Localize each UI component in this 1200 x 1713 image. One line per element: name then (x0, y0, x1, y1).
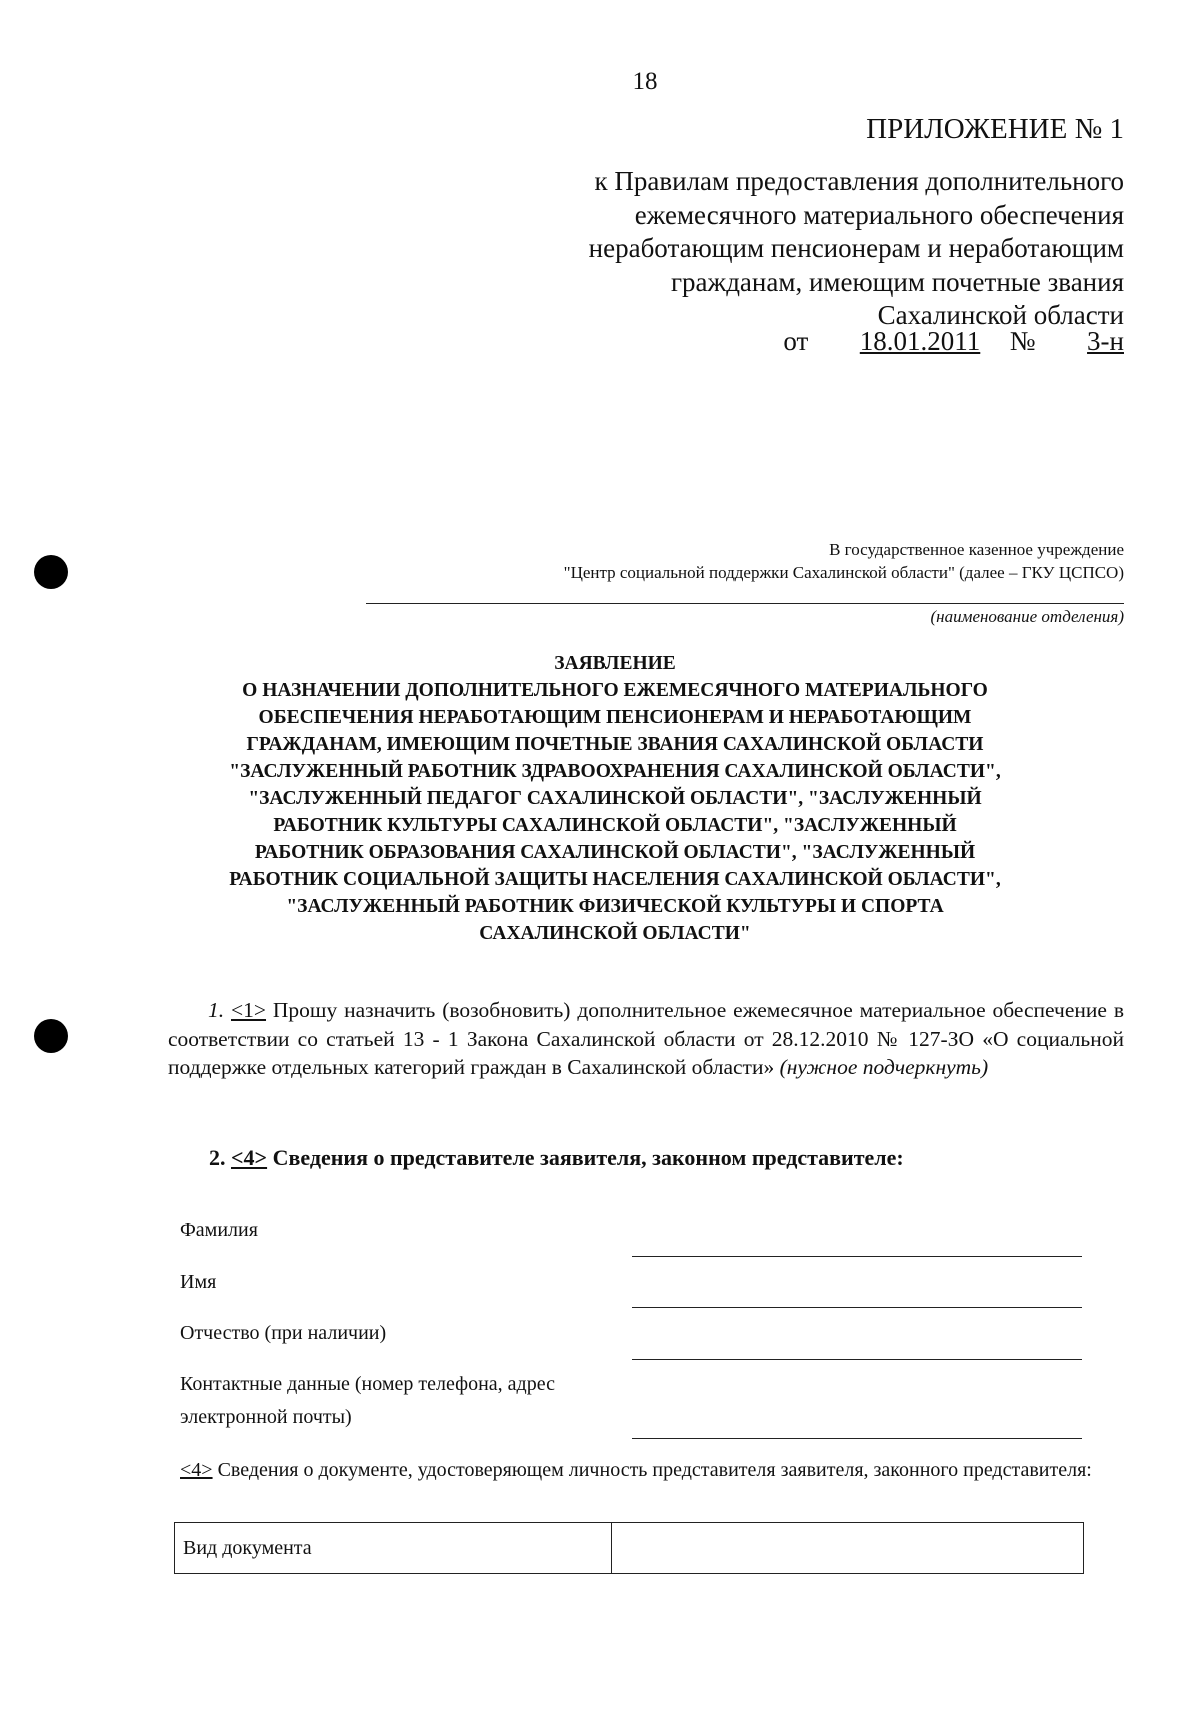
page-number: 18 (632, 68, 658, 95)
rules-line: неработающим пенсионерам и неработающим (588, 233, 1124, 263)
addressee-line-1: В государственное казенное учреждение (829, 540, 1124, 559)
rules-line: ежемесячного материального обеспечения (634, 199, 1124, 230)
patronymic-label: Отчество (при наличии) (180, 1322, 387, 1344)
contacts-field[interactable] (632, 1438, 1082, 1439)
contacts-label-line-1: Контактные данные (номер телефона, адрес (180, 1373, 555, 1395)
table-row (175, 1523, 1084, 1574)
rules-line: к Правилам предоставления дополнительного (594, 166, 1124, 196)
section-1-number: 1. (208, 998, 225, 1022)
section-1-note: (нужное подчеркнуть) (779, 1055, 989, 1079)
rules-line: Сахалинской области (877, 300, 1124, 330)
section-1-text: Прошу назначить (возобновить) дополнительное ежемесячное материальное обеспечение в соответствии со статьей 13 - 1 Закона Сахалинской области от 28.12.2010 № 127-ЗО «О социальной поддержке отдельных категорий граждан в Сахалинской области» (168, 998, 1124, 1079)
title-line: ОБЕСПЕЧЕНИЯ НЕРАБОТАЮЩИМ ПЕНСИОНЕРАМ И НЕРАБОТАЮЩИМ (258, 707, 972, 728)
title-line: РАБОТНИК КУЛЬТУРЫ САХАЛИНСКОЙ ОБЛАСТИ", "ЗАСЛУЖЕННЫЙ (273, 815, 957, 836)
section-1-ref: <1> (231, 998, 267, 1022)
number-sign: № (1009, 326, 1036, 356)
section-1-paragraph (168, 996, 1124, 1082)
date-prefix: от (783, 326, 809, 356)
department-fill-line[interactable] (366, 603, 1124, 604)
document-title (180, 650, 1050, 947)
section-2-number: 2. (209, 1145, 226, 1170)
title-line: "ЗАСЛУЖЕННЫЙ РАБОТНИК ЗДРАВООХРАНЕНИЯ САХАЛИНСКОЙ ОБЛАСТИ", (229, 761, 1001, 782)
title-line: "ЗАСЛУЖЕННЫЙ ПЕДАГОГ САХАЛИНСКОЙ ОБЛАСТИ", "ЗАСЛУЖЕННЫЙ (248, 788, 982, 809)
contacts-label-line-2: электронной почты) (180, 1406, 352, 1428)
decree-date-line (783, 326, 1124, 357)
title-line: "ЗАСЛУЖЕННЫЙ РАБОТНИК ФИЗИЧЕСКОЙ КУЛЬТУРЫ И СПОРТА (286, 896, 944, 917)
section-2-heading (209, 1145, 904, 1171)
name-label: Имя (180, 1271, 217, 1293)
doc-note-text: Сведения о документе, удостоверяющем личность представителя заявителя, законного представителя: (217, 1459, 1092, 1481)
decree-number: 3-н (1087, 326, 1124, 356)
doc-note-ref: <4> (180, 1459, 213, 1481)
decree-date: 18.01.2011 (859, 326, 981, 356)
identity-document-table (174, 1522, 1084, 1574)
addressee (564, 538, 1124, 584)
name-field[interactable] (632, 1307, 1082, 1308)
surname-field[interactable] (632, 1256, 1082, 1257)
binder-hole-bottom (34, 1019, 68, 1053)
title-line: ЗАЯВЛЕНИЕ (554, 653, 676, 674)
patronymic-field[interactable] (632, 1359, 1082, 1360)
rules-reference (504, 165, 1124, 333)
document-type-field[interactable] (612, 1523, 1084, 1574)
rules-line: гражданам, имеющим почетные звания (670, 266, 1124, 297)
title-line: ГРАЖДАНАМ, ИМЕЮЩИМ ПОЧЕТНЫЕ ЗВАНИЯ САХАЛИНСКОЙ ОБЛАСТИ (246, 734, 984, 755)
section-2-ref: <4> (231, 1145, 268, 1170)
section-2-title: Сведения о представителе заявителя, законном представителе: (272, 1145, 904, 1170)
identity-document-note (180, 1454, 1110, 1487)
department-hint: (наименование отделения) (930, 607, 1124, 626)
appendix-title: ПРИЛОЖЕНИЕ № 1 (866, 113, 1124, 145)
title-line: РАБОТНИК ОБРАЗОВАНИЯ САХАЛИНСКОЙ ОБЛАСТИ", "ЗАСЛУЖЕННЫЙ (254, 842, 976, 863)
surname-label: Фамилия (180, 1219, 258, 1241)
title-line: САХАЛИНСКОЙ ОБЛАСТИ" (479, 923, 751, 944)
document-type-label: Вид документа (175, 1523, 612, 1574)
contacts-label (180, 1368, 555, 1434)
addressee-line-2: "Центр социальной поддержки Сахалинской области" (далее – ГКУ ЦСПСО) (563, 563, 1124, 582)
title-line: РАБОТНИК СОЦИАЛЬНОЙ ЗАЩИТЫ НАСЕЛЕНИЯ САХАЛИНСКОЙ ОБЛАСТИ", (229, 869, 1001, 890)
binder-hole-top (34, 555, 68, 589)
title-line: О НАЗНАЧЕНИИ ДОПОЛНИТЕЛЬНОГО ЕЖЕМЕСЯЧНОГО МАТЕРИАЛЬНОГО (242, 680, 988, 701)
